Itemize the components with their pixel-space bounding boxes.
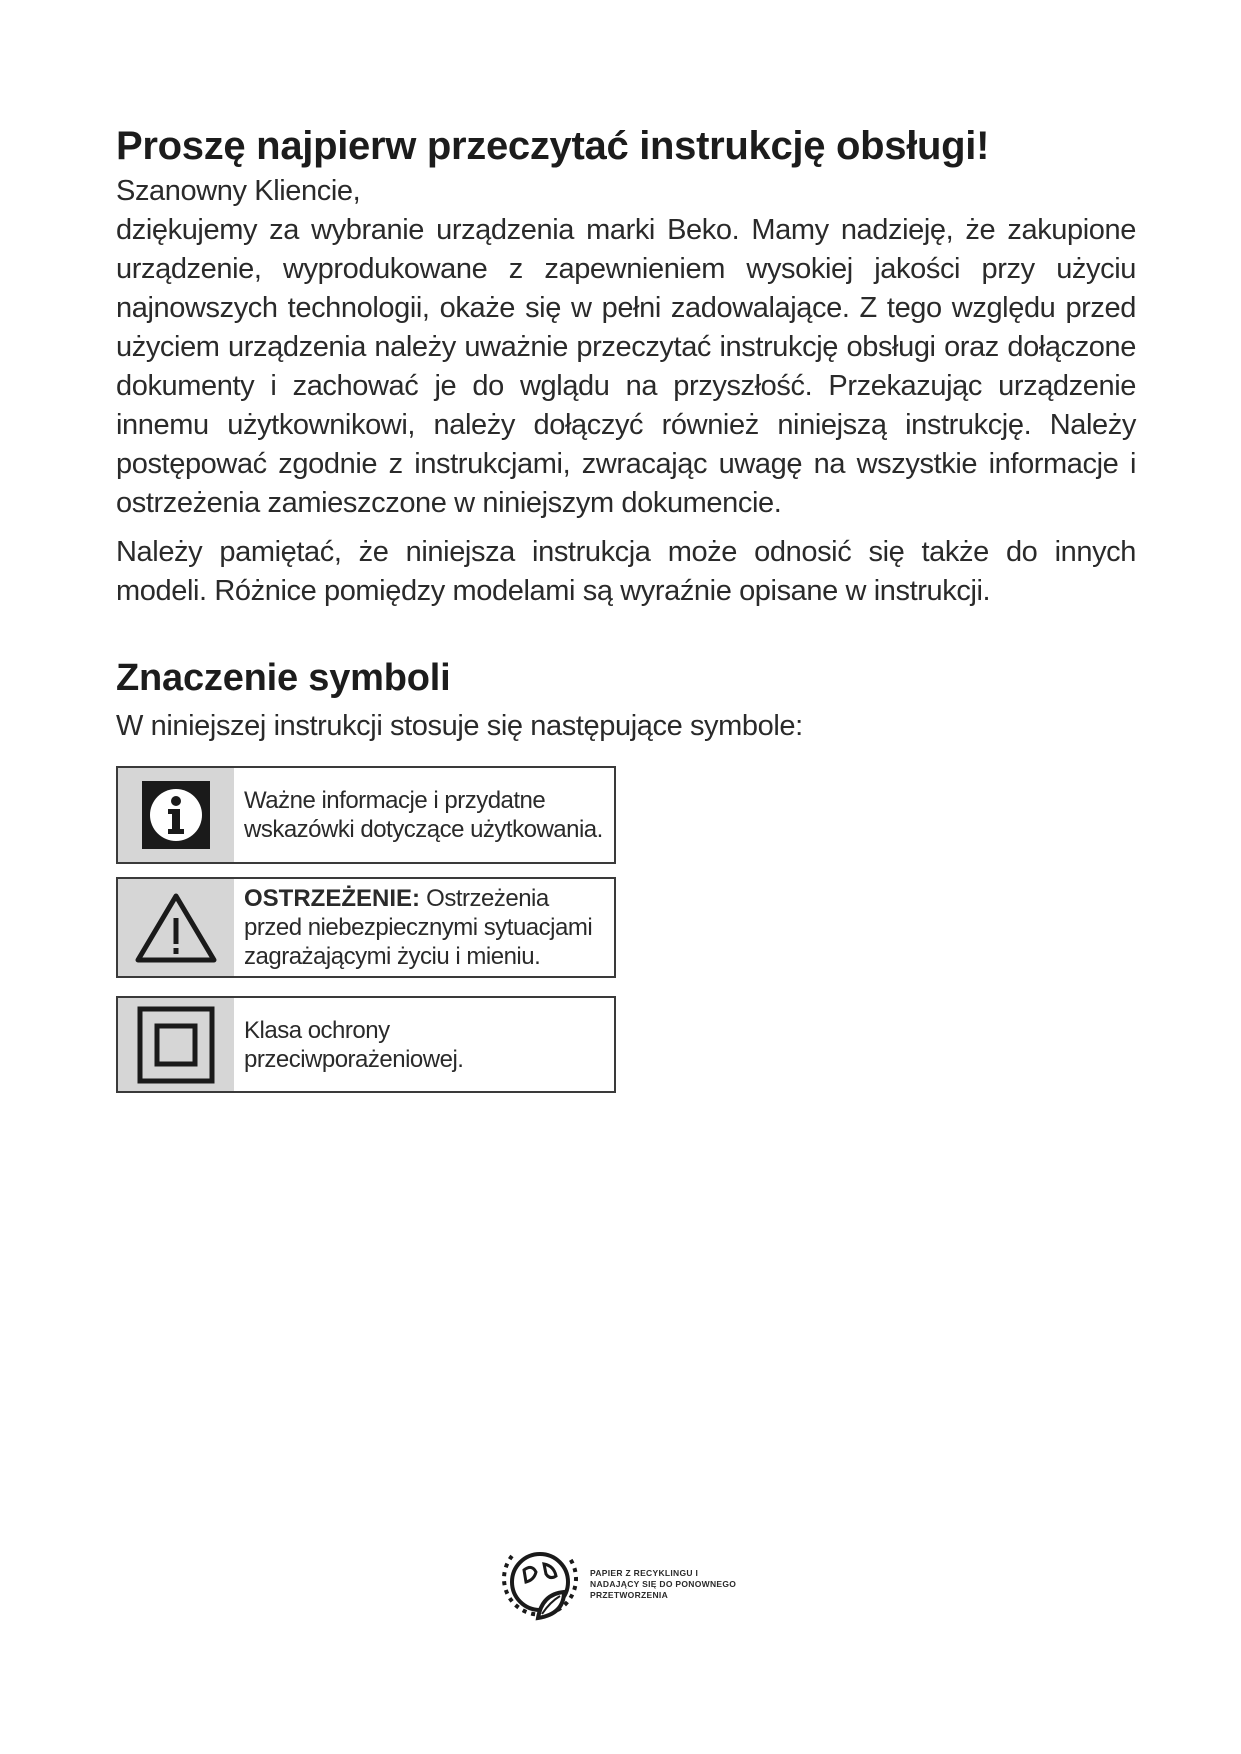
symbol-class2-text: Klasa ochrony przeciwporażeniowej. xyxy=(244,1016,464,1073)
double-square-icon xyxy=(118,998,234,1091)
models-note-paragraph: Należy pamiętać, że niniejsza instrukcja może odnosić się także do innych modeli. Różnice pomiędzy modelami są wyraźnie opisane w instrukcji. xyxy=(116,536,1136,607)
symbol-info-text: Ważne informacje i przydatne wskazówki dotyczące użytkowania. xyxy=(244,787,603,843)
recycled-paper-globe-icon xyxy=(498,1534,582,1635)
intro-paragraph: dziękujemy za wybranie urządzenia marki Beko. Mamy nadzieję, że zakupione urządzenie, wyprodukowane z zapewnieniem wysokiej jakości przy użyciu najnowszych technologii, okaże się w pełni zadowalające. Z tego względu przed użyciem urządzenia należy uważnie przeczytać instrukcję obsługi oraz dołączone dokumenty i zachować je do wglądu na przyszłość. Przekazując urządzenie innemu użytkownikowi, należy dołączyć również niniejszą instrukcję. Należy postępować zgodnie z instrukcjami, zwracając uwagę na wszystkie informacje i ostrzeżenia zamieszczone w niniejszym dokumencie. xyxy=(116,214,1136,519)
symbol-warning-label: OSTRZEŻENIE: xyxy=(244,885,421,912)
recycling-text xyxy=(590,1568,748,1601)
recycling-line-1: PAPIER Z RECYKLINGU I xyxy=(590,1567,699,1578)
symbols-table xyxy=(116,766,616,1093)
symbols-heading: Znaczenie symboli xyxy=(116,657,451,699)
symbol-row-class2 xyxy=(116,996,616,1093)
recycling-line-3: PRZETWORZENIA xyxy=(590,1589,669,1600)
recycling-line-2: NADAJĄCY SIĘ DO PONOWNEGO xyxy=(590,1578,737,1589)
symbol-row-warning xyxy=(116,877,616,978)
warning-triangle-icon xyxy=(118,879,234,976)
page-title: Proszę najpierw przeczytać instrukcję obsługi! xyxy=(116,124,990,168)
greeting: Szanowny Kliencie, xyxy=(116,175,361,207)
symbols-intro: W niniejszej instrukcji stosuje się następujące symbole: xyxy=(116,710,803,742)
symbol-row-info xyxy=(116,766,616,864)
document-page xyxy=(116,120,1136,1093)
info-icon xyxy=(118,768,234,862)
recycling-note xyxy=(498,1534,748,1634)
symbol-warning-text: Ostrzeżenia przed niebezpiecznymi sytuacjami zagrażającymi życiu i mieniu. xyxy=(244,885,593,970)
